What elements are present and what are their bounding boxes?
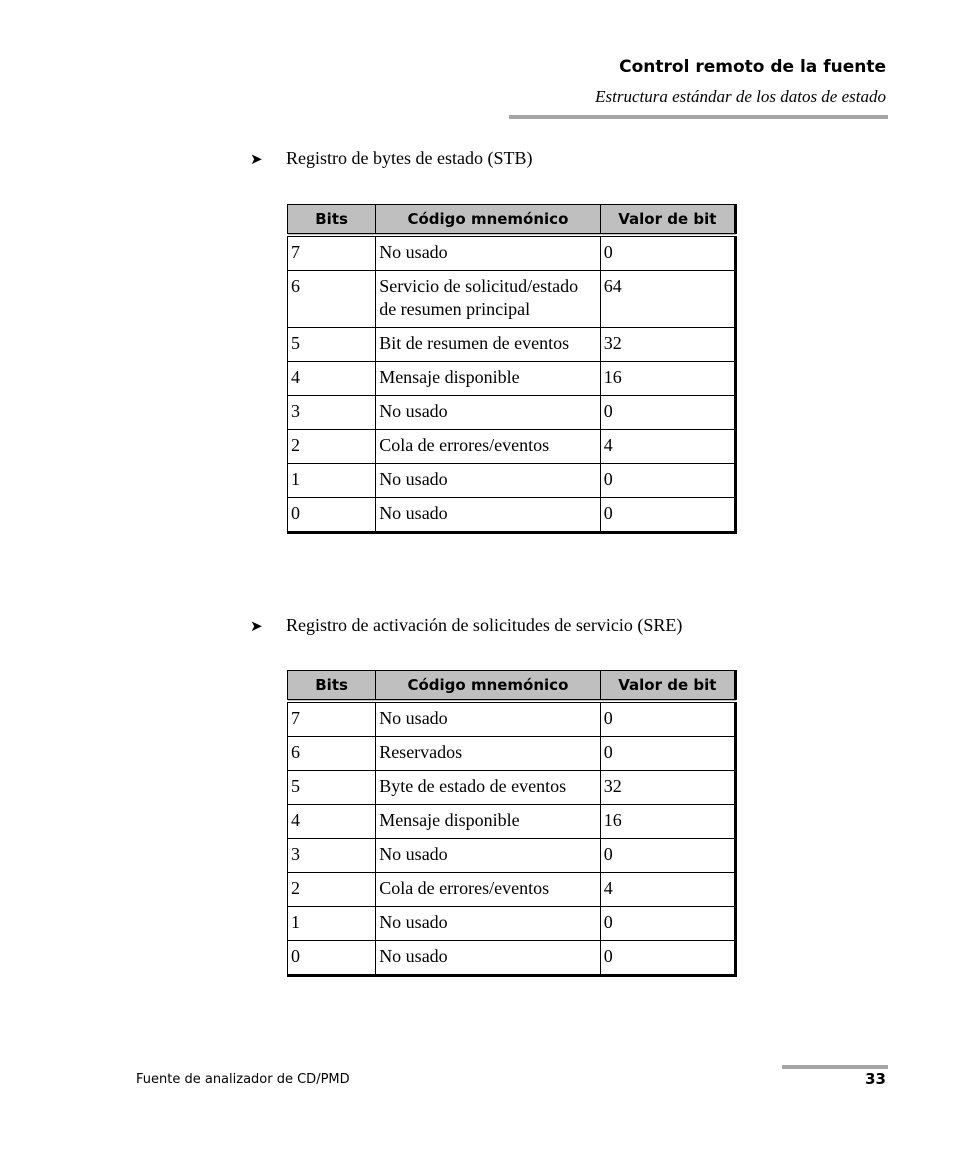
bit-cell: 5 (288, 328, 376, 362)
column-header-mnemonic: Código mnemónico (376, 671, 601, 702)
value-cell: 4 (600, 873, 735, 907)
value-cell: 0 (600, 396, 735, 430)
mnemonic-cell: No usado (376, 839, 601, 873)
bullet-arrow-icon: ➤ (250, 150, 263, 168)
column-header-mnemonic: Código mnemónico (376, 205, 601, 236)
mnemonic-cell: Servicio de solicitud/estado de resumen principal (376, 271, 601, 328)
mnemonic-cell: Reservados (376, 737, 601, 771)
page-header-title: Control remoto de la fuente (619, 57, 886, 77)
value-cell: 4 (600, 430, 735, 464)
column-header-bit-value: Valor de bit (600, 205, 735, 236)
bit-cell: 0 (288, 498, 376, 533)
mnemonic-cell: No usado (376, 941, 601, 976)
table-row (288, 328, 736, 362)
value-cell: 64 (600, 271, 735, 328)
bit-cell: 7 (288, 701, 376, 737)
bit-cell: 4 (288, 805, 376, 839)
mnemonic-cell: Mensaje disponible (376, 362, 601, 396)
table-row (288, 235, 736, 271)
bit-cell: 2 (288, 430, 376, 464)
table-row (288, 771, 736, 805)
bit-cell: 1 (288, 907, 376, 941)
mnemonic-cell: Byte de estado de eventos (376, 771, 601, 805)
table-row (288, 805, 736, 839)
section-heading-text: Registro de bytes de estado (STB) (286, 148, 533, 168)
bit-cell: 1 (288, 464, 376, 498)
column-header-bits: Bits (288, 205, 376, 236)
table-row (288, 737, 736, 771)
mnemonic-cell: No usado (376, 396, 601, 430)
footer-document-title: Fuente de analizador de CD/PMD (136, 1072, 350, 1087)
bit-cell: 6 (288, 271, 376, 328)
table-row (288, 498, 736, 533)
table-row (288, 430, 736, 464)
bit-cell: 7 (288, 235, 376, 271)
table-header-row (288, 671, 736, 702)
value-cell: 0 (600, 701, 735, 737)
mnemonic-cell: No usado (376, 907, 601, 941)
table-row (288, 839, 736, 873)
mnemonic-cell: Bit de resumen de eventos (376, 328, 601, 362)
column-header-bits: Bits (288, 671, 376, 702)
value-cell: 0 (600, 907, 735, 941)
mnemonic-cell: Cola de errores/eventos (376, 430, 601, 464)
value-cell: 0 (600, 941, 735, 976)
section-heading-stb (250, 148, 532, 169)
section-heading-text: Registro de activación de solicitudes de servicio (SRE) (286, 615, 683, 635)
table-row (288, 941, 736, 976)
table-row (288, 701, 736, 737)
value-cell: 0 (600, 498, 735, 533)
value-cell: 0 (600, 737, 735, 771)
table-row (288, 873, 736, 907)
table-header-row (288, 205, 736, 236)
bit-cell: 3 (288, 839, 376, 873)
table-row (288, 907, 736, 941)
mnemonic-cell: No usado (376, 701, 601, 737)
stb-register-table (287, 204, 737, 534)
bit-cell: 6 (288, 737, 376, 771)
page-number: 33 (865, 1070, 886, 1088)
sre-register-table (287, 670, 737, 977)
bit-cell: 4 (288, 362, 376, 396)
bit-cell: 5 (288, 771, 376, 805)
table-row (288, 362, 736, 396)
bit-cell: 2 (288, 873, 376, 907)
section-heading-sre (250, 615, 682, 636)
table-row (288, 396, 736, 430)
value-cell: 32 (600, 771, 735, 805)
mnemonic-cell: No usado (376, 235, 601, 271)
footer-divider (782, 1065, 888, 1069)
header-divider (509, 115, 888, 119)
column-header-bit-value: Valor de bit (600, 671, 735, 702)
mnemonic-cell: Cola de errores/eventos (376, 873, 601, 907)
value-cell: 16 (600, 805, 735, 839)
value-cell: 0 (600, 464, 735, 498)
bullet-arrow-icon: ➤ (250, 617, 263, 635)
mnemonic-cell: Mensaje disponible (376, 805, 601, 839)
mnemonic-cell: No usado (376, 464, 601, 498)
value-cell: 0 (600, 235, 735, 271)
table-row (288, 464, 736, 498)
bit-cell: 0 (288, 941, 376, 976)
table-row (288, 271, 736, 328)
value-cell: 0 (600, 839, 735, 873)
value-cell: 16 (600, 362, 735, 396)
bit-cell: 3 (288, 396, 376, 430)
page-header-subtitle: Estructura estándar de los datos de estado (595, 87, 886, 106)
value-cell: 32 (600, 328, 735, 362)
mnemonic-cell: No usado (376, 498, 601, 533)
